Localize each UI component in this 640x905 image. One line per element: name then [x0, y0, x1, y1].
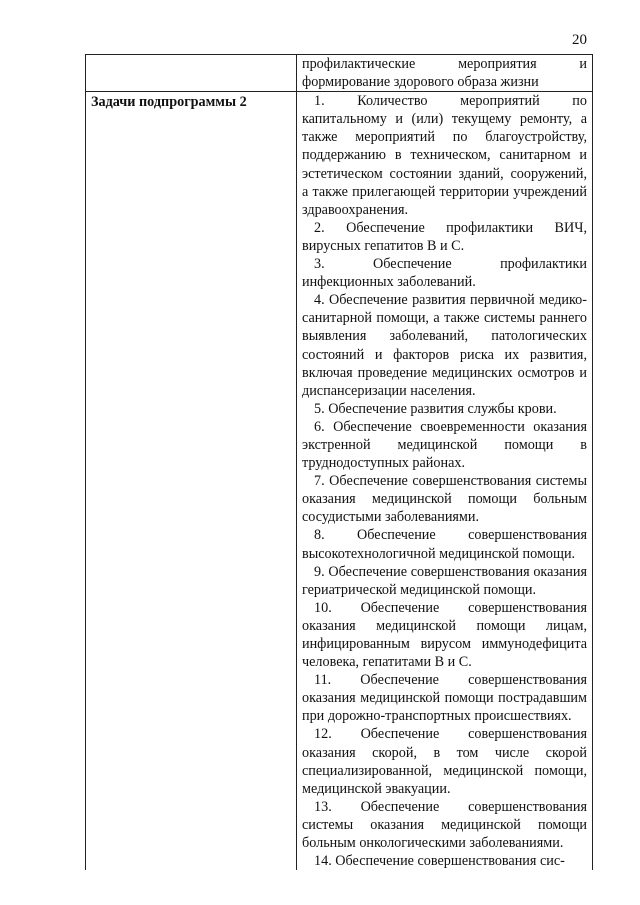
- row-label: Задачи подпрограммы 2: [91, 94, 247, 111]
- paragraph: 10. Обеспечение совершенствования оказания медицинской помощи лицам, инфицированным вирусом иммунодефицита человека, гепатитами В и С.: [302, 599, 587, 671]
- row-content-cell: [297, 92, 593, 871]
- table-row: [86, 92, 593, 871]
- paragraph: 2. Обеспечение профилактики ВИЧ, вирусных гепатитов В и С.: [302, 219, 587, 254]
- row-content-cell: [297, 55, 593, 92]
- paragraph: 11. Обеспечение совершенствования оказания медицинской помощи пострадавшим при дорожно-транспортных происшествиях.: [302, 672, 587, 725]
- table-row: [86, 55, 593, 92]
- paragraph: 8. Обеспечение совершенствования высокотехнологичной медицинской помощи.: [302, 527, 587, 562]
- paragraph: 4. Обеспечение развития первичной медико-санитарной помощи, а также системы раннего выявления заболеваний, патологических состояний и факторов риска их развития, включая проведение медицинских осмотров и диспансеризации населения.: [302, 292, 587, 399]
- row-label: [91, 55, 291, 56]
- paragraph: 9. Обеспечение совершенствования оказания гериатрической медицинской помощи.: [302, 563, 587, 598]
- row-label-cell: [86, 55, 297, 92]
- page-number: 20: [572, 32, 587, 48]
- paragraph: 6. Обеспечение своевременности оказания экстренной медицинской помощи в труднодоступных районах.: [302, 418, 587, 472]
- document-table: [85, 54, 593, 870]
- paragraph: 5. Обеспечение развития службы крови.: [314, 400, 557, 417]
- paragraph: 14. Обеспечение совершенствования сис-: [314, 853, 565, 870]
- paragraph: 13. Обеспечение совершенствования системы оказания медицинской помощи больным онкологическими заболеваниями.: [302, 798, 587, 852]
- paragraph: 12. Обеспечение совершенствования оказания скорой, в том числе скорой специализированной, медицинской помощи, медицинской эвакуации.: [302, 726, 587, 797]
- paragraph: 1. Количество мероприятий по капитальному и (или) текущему ремонту, а также мероприятий по благоустройству, поддержанию в техническом, санитарном и эстетическом состоянии зданий, сооружений, а также прилегающей территории учреждений здравоохранения.: [302, 93, 587, 218]
- paragraph: 3. Обеспечение профилактики инфекционных заболеваний.: [302, 256, 587, 291]
- paragraph: профилактические мероприятия и формирование здорового образа жизни: [302, 56, 587, 91]
- row-label-cell: [86, 92, 297, 871]
- paragraph: 7. Обеспечение совершенствования системы оказания медицинской помощи больным сосудистыми заболеваниями.: [302, 473, 587, 526]
